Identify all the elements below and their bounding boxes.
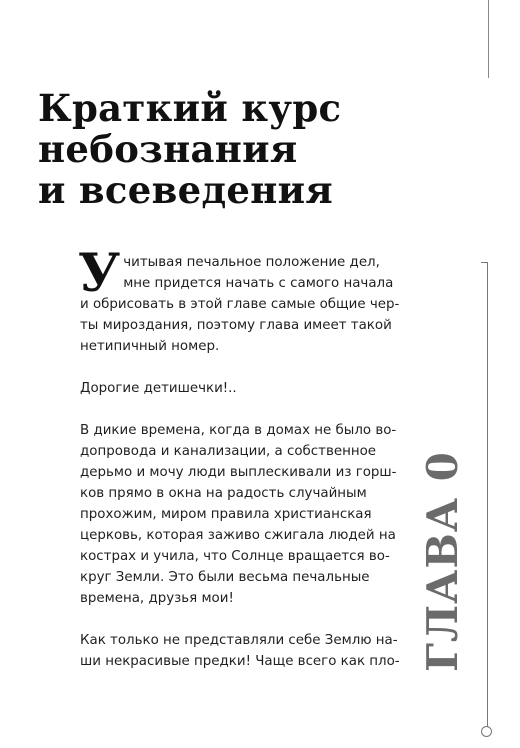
text-line: церковь, которая заживо сжигала людей на bbox=[80, 528, 396, 543]
chapter-number-label: ГЛАВА 0 bbox=[418, 451, 467, 672]
text-line: ков прямо в окна на радость случайным bbox=[80, 486, 367, 501]
chapter-title-line: и всеведения bbox=[38, 168, 334, 212]
text-line: кострах и учила, что Солнце вращается во- bbox=[80, 549, 390, 564]
chapter-title-line: небознания bbox=[38, 127, 298, 171]
text-line: дерьмо и мочу люди выплескивали из горш- bbox=[80, 465, 397, 480]
paragraph-history bbox=[80, 420, 436, 609]
text-line: нетипичный номер. bbox=[80, 339, 220, 354]
body-text bbox=[78, 243, 436, 693]
chapter-title bbox=[38, 88, 438, 211]
text-line: ши некрасивые предки! Чаще всего как пло- bbox=[80, 654, 400, 669]
text-line: и обрисовать в этой главе самые общие чер- bbox=[80, 297, 400, 312]
paragraph-intro bbox=[78, 243, 436, 357]
paragraph-ancestors bbox=[80, 630, 436, 672]
text-line: времена, друзья мои! bbox=[80, 591, 234, 606]
text-line: круг Земли. Это были весьма печальные bbox=[80, 570, 370, 585]
top-margin-rule bbox=[488, 0, 489, 78]
text-line: прохожим, миром правила христианская bbox=[80, 507, 372, 522]
circle-marker-icon bbox=[481, 726, 492, 737]
text-line: Как только не представляли себе Землю на- bbox=[80, 633, 398, 648]
paragraph-greeting bbox=[80, 378, 436, 399]
text-line: ты мироздания, поэтому глава имеет такой bbox=[80, 318, 392, 333]
text-line: допровода и канализации, а собственное bbox=[80, 444, 377, 459]
text-line: мне придется начать с самого начала bbox=[123, 276, 394, 291]
chapter-side-rule-tick bbox=[481, 262, 488, 263]
text-line: В дикие времена, когда в домах не было во- bbox=[80, 423, 397, 438]
chapter-title-line: Краткий курс bbox=[38, 86, 342, 130]
text-line: читывая печальное положение дел, bbox=[123, 255, 380, 270]
text-line: Дорогие детишечки!.. bbox=[80, 381, 237, 396]
drop-cap: У bbox=[78, 243, 121, 304]
chapter-side-rule bbox=[487, 262, 488, 730]
